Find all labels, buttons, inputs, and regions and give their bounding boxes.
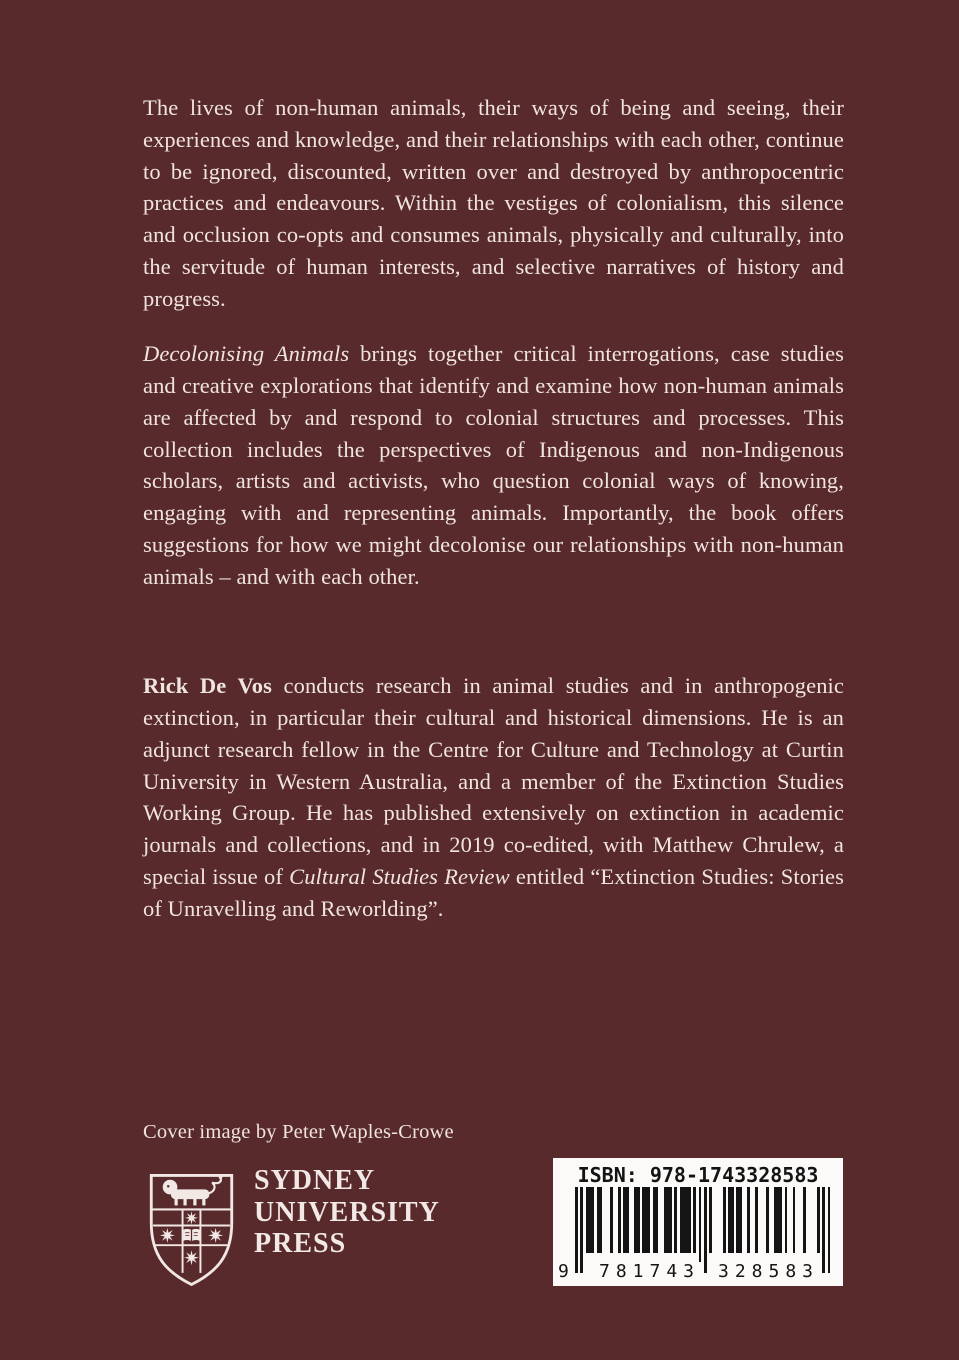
- text-segment: conducts research in animal studies and in anthropogenic extinction, in particular their cultural and historical dimensions. He is an adjunct research fellow in the Centre for Culture and Technology at Curtin University in Western Australia, and a member of the Extinction Studies Working Group. He has published extensively on extinction in academic journals and collections, and in 2019 co-edited, with Matthew Chrulew, a special issue of: [143, 673, 844, 889]
- text-segment: entitled “Extinction Studies: Stories of Unravelling and Reworlding”.: [143, 863, 844, 921]
- barcode-digits-left: 781743: [599, 1261, 701, 1282]
- text-segment: brings together critical interrogations, case studies and creative explorations that identify and examine how non-human animals are affected by and respond to colonial structures and processes. This collection includes the perspectives of Indigenous and non-Indigenous scholars, artists and activists, who question colonial ways of knowing, engaging with and representing animals. Importantly, the book offers suggestions for how we might decolonise our relationships with non-human animals – and with each other.: [143, 341, 845, 589]
- publisher-name-line: SYDNEY: [254, 1165, 376, 1196]
- star-icon: [160, 1228, 175, 1243]
- synopsis-paragraph-2: [143, 338, 844, 592]
- star-icon: [184, 1250, 199, 1265]
- back-cover-text-block: [143, 92, 844, 924]
- text-segment: Cultural Studies Review: [289, 863, 510, 889]
- sydney-university-crest-icon: [146, 1171, 237, 1289]
- barcode-digits-right: 328583: [718, 1261, 820, 1282]
- text-segment: Rick De Vos: [143, 673, 272, 699]
- publisher-logo: [146, 1165, 440, 1289]
- publisher-name-line: UNIVERSITY: [254, 1196, 440, 1228]
- synopsis-paragraph-1: [143, 92, 844, 314]
- text-segment: Decolonising Animals: [143, 341, 350, 367]
- author-bio-paragraph: [143, 670, 844, 924]
- cover-image-credit: Cover image by Peter Waples-Crowe: [143, 1121, 454, 1143]
- open-book-icon: [183, 1229, 201, 1241]
- publisher-name: [254, 1165, 440, 1260]
- lion-passant-icon: [163, 1175, 223, 1205]
- barcode-module: [828, 1187, 831, 1273]
- barcode-digit-first: 9: [558, 1261, 569, 1282]
- star-icon: [208, 1228, 223, 1243]
- publisher-name-line: PRESS: [254, 1228, 347, 1259]
- text-segment: The lives of non-human animals, their ways of being and seeing, their experiences and knowledge, and their relationships with each other, continue to be ignored, discounted, written over and destroyed by anthropocentric practices and endeavours. Within the vestiges of colonialism, this silence and occlusion co-opts and consumes animals, physically and culturally, into the servitude of human interests, and selective narratives of history and progress.: [143, 95, 844, 311]
- star-icon: [185, 1211, 198, 1224]
- isbn-barcode: [553, 1158, 843, 1286]
- isbn-label: ISBN: 978-1743328583: [577, 1163, 819, 1187]
